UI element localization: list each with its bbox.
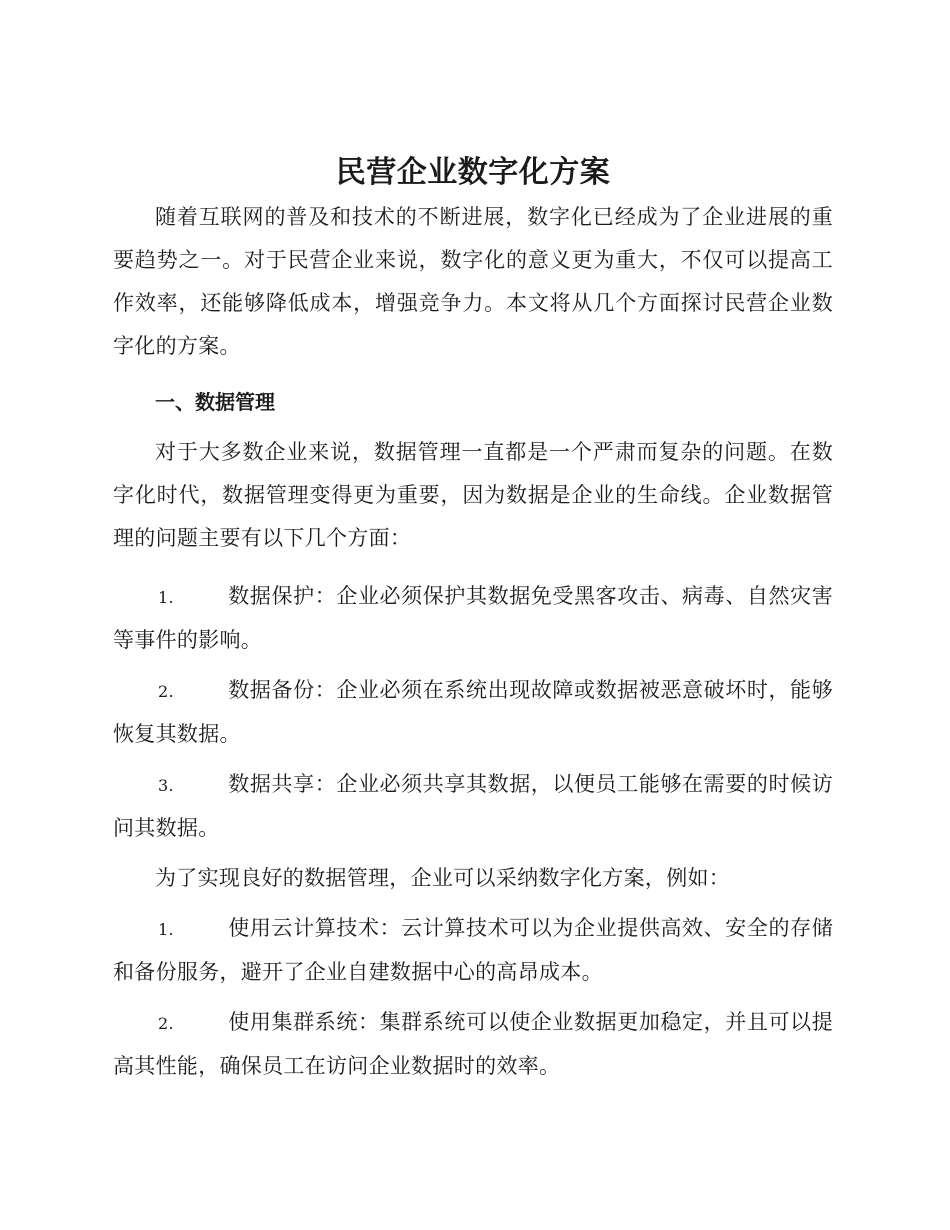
list-text: 数据备份：企业必须在系统出现故障或数据被恶意破坏时，能够恢复其数据。 <box>113 678 833 746</box>
list-number: 2. <box>158 682 174 701</box>
section-paragraph: 对于大多数企业来说，数据管理一直都是一个严肃而复杂的问题。在数字化时代，数据管理变得更为重要，因为数据是企业的生命线。企业数据管理的问题主要有以下几个方面： <box>113 440 833 550</box>
list-text: 使用集群系统：集群系统可以使企业数据更加稳定，并且可以提高其性能，确保员工在访问企业数据时的效率。 <box>113 1010 833 1078</box>
list-number: 3. <box>158 776 174 795</box>
list-item <box>113 669 833 756</box>
document-title: 民营企业数字化方案 <box>335 155 611 190</box>
document-page <box>113 150 833 1095</box>
list-item <box>113 907 833 994</box>
section-paragraph: 为了实现良好的数据管理，企业可以采纳数字化方案，例如： <box>155 866 731 890</box>
list-item <box>113 575 833 662</box>
list-number: 1. <box>158 920 174 939</box>
list-item <box>113 1001 833 1088</box>
list-text: 数据保护：企业必须保护其数据免受黑客攻击、病毒、自然灾害等事件的影响。 <box>113 584 833 652</box>
list-text: 数据共享：企业必须共享其数据，以便员工能够在需要的时候访问其数据。 <box>113 772 833 840</box>
intro-paragraph: 随着互联网的普及和技术的不断进展，数字化已经成为了企业进展的重要趋势之一。对于民营企业来说，数字化的意义更为重大，不仅可以提高工作效率，还能够降低成本，增强竞争力。本文将从几个方面探讨民营企业数字化的方案。 <box>113 205 833 358</box>
section-heading-data-management: 一、数据管理 <box>155 390 275 414</box>
list-number: 1. <box>158 588 174 607</box>
list-number: 2. <box>158 1014 174 1033</box>
list-item <box>113 763 833 850</box>
list-text: 使用云计算技术：云计算技术可以为企业提供高效、安全的存储和备份服务，避开了企业自建数据中心的高昂成本。 <box>113 916 833 984</box>
